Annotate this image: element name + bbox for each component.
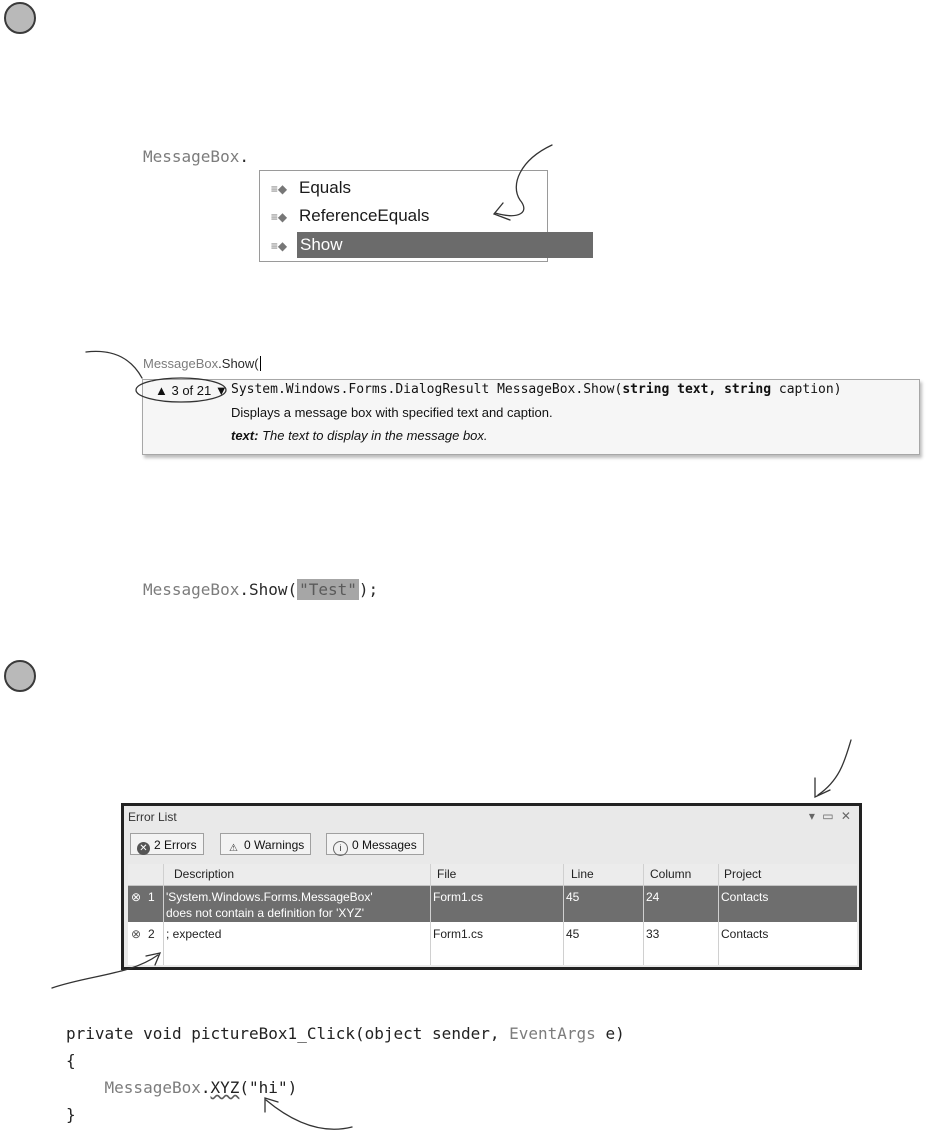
- overload-selector[interactable]: ▲ 3 of 21 ▼: [155, 383, 228, 398]
- table-row[interactable]: ⊗ 1 'System.Windows.Forms.MessageBox' does not contain a definition for 'XYZ' Form1.cs 45 24 Contacts: [128, 886, 857, 922]
- completion-item-referenceequals[interactable]: ≡◆ ReferenceEquals: [266, 203, 546, 229]
- arrow-to-overload: [86, 351, 142, 378]
- error-icon: ✕: [137, 842, 150, 855]
- string-literal-highlight: "Test": [299, 580, 357, 599]
- arrow-to-window-controls: [818, 740, 851, 795]
- method-icon: ≡◆: [270, 210, 288, 224]
- arrow-to-error-row: [52, 955, 158, 988]
- column-header-project[interactable]: Project: [724, 867, 762, 881]
- column-header-description[interactable]: Description: [174, 867, 235, 881]
- method-signature: System.Windows.Forms.DialogResult MessageBox.Show(string text, string caption): [231, 382, 842, 397]
- arrow-to-squiggle: [266, 1100, 352, 1129]
- panel-title: Error List: [128, 810, 177, 824]
- table-row[interactable]: ⊗ 2 ; expected Form1.cs 45 33 Contacts: [128, 923, 857, 963]
- code-dot: .: [239, 147, 249, 166]
- completion-item-show[interactable]: ≡◆ Show: [266, 232, 546, 258]
- errors-filter-button[interactable]: ✕ 2 Errors: [130, 833, 204, 855]
- error-icon: ⊗: [131, 927, 142, 941]
- column-header-file[interactable]: File: [437, 867, 457, 881]
- code-block[interactable]: private void pictureBox1_Click(object sender, EventArgs e) { MessageBox.XYZ("hi") }: [66, 1024, 625, 1124]
- messages-filter-button[interactable]: i 0 Messages: [326, 833, 424, 855]
- method-icon: ≡◆: [270, 239, 288, 253]
- error-squiggle[interactable]: XYZ: [210, 1078, 240, 1097]
- arrow-to-completion-head: [494, 203, 510, 220]
- overload-circle: [136, 378, 226, 402]
- column-header-line[interactable]: Line: [571, 867, 594, 881]
- parameter-description: text: The text to display in the message box.: [231, 428, 488, 443]
- info-icon: i: [333, 841, 348, 856]
- window-controls[interactable]: ▾ ▭ ✕: [808, 809, 853, 823]
- arrow-to-completion: [495, 145, 552, 216]
- completion-item-equals[interactable]: ≡◆ Equals: [266, 175, 546, 201]
- error-icon: ⊗: [131, 890, 142, 904]
- warning-icon: ⚠: [229, 843, 238, 854]
- method-description: Displays a message box with specified text and caption.: [231, 405, 553, 420]
- code-object: MessageBox: [143, 147, 240, 166]
- warnings-filter-button[interactable]: ⚠ 0 Warnings: [220, 833, 311, 855]
- code-line-show-test[interactable]: MessageBox.Show( "Test" );: [143, 580, 379, 599]
- method-icon: ≡◆: [270, 182, 288, 196]
- code-line-show-open[interactable]: MessageBox.Show(: [143, 356, 259, 371]
- column-header-column[interactable]: Column: [650, 867, 692, 881]
